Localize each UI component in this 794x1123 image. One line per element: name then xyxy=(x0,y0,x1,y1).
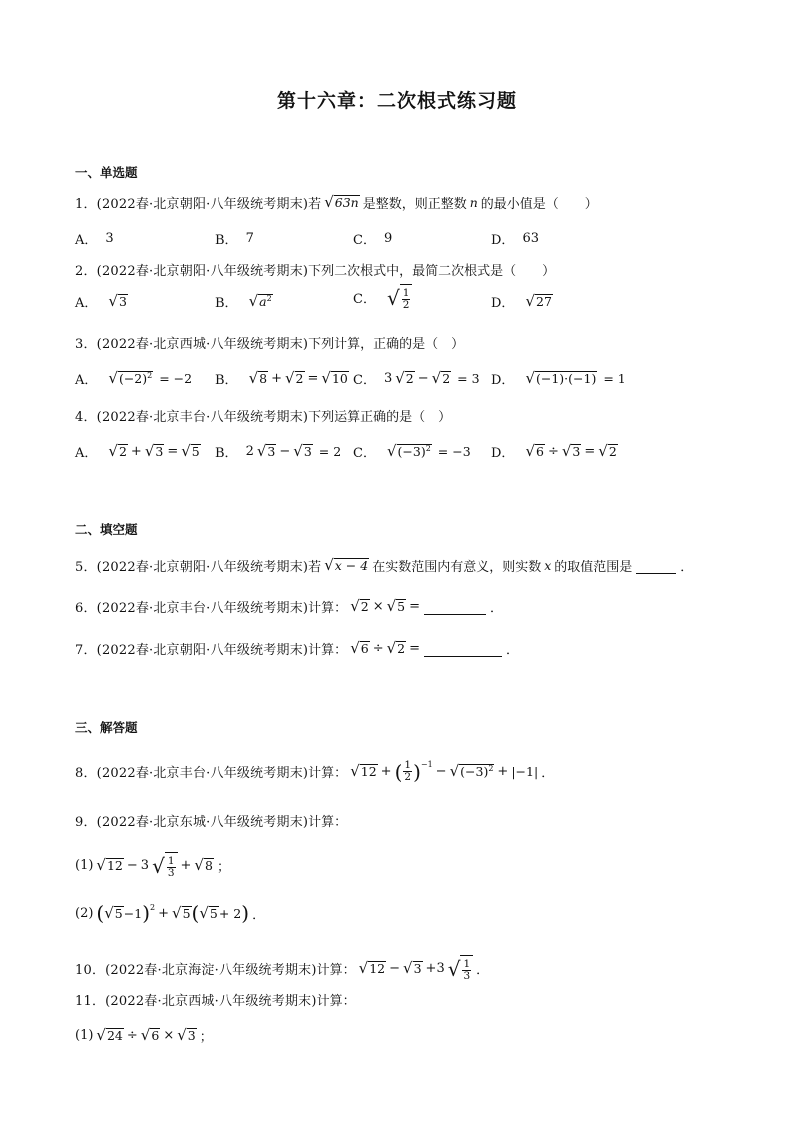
question-7 xyxy=(75,639,519,658)
math-term: −1 xyxy=(420,760,433,769)
math-term: D． xyxy=(491,233,515,248)
math-expression: √ 2 xyxy=(386,639,406,657)
math-expression: √ 2 xyxy=(395,369,414,387)
math-expression: ( √ 5 −1 ) $^2$ xyxy=(96,901,156,925)
math-term: B． xyxy=(215,446,238,461)
section-heading-single-choice: 一、单选题 xyxy=(75,165,138,180)
math-term: 3 xyxy=(572,444,581,460)
math-expression: √ 12 xyxy=(350,762,377,781)
question-3 xyxy=(75,333,464,352)
math-term: 3 xyxy=(413,961,422,977)
math-term: (−3) xyxy=(397,444,426,460)
math-term: D． xyxy=(491,373,515,388)
math-term: = xyxy=(167,444,179,459)
math-expression: √ 2 xyxy=(284,369,304,387)
math-term: 8 xyxy=(204,858,213,874)
math-term: ． xyxy=(252,907,266,923)
option-a xyxy=(75,442,204,461)
math-term: + 2 xyxy=(218,905,242,921)
question-source: 10．(2022春·北京海淀·八年级统考期末) xyxy=(75,963,317,979)
math-term: + xyxy=(380,764,392,780)
math-term: 3 xyxy=(167,867,175,880)
punctuation: ． xyxy=(680,560,694,575)
math-term: − xyxy=(435,764,447,780)
math-expression: √ 5 ( √ 5 + 2 ) xyxy=(172,901,250,925)
question-source: 8．(2022春·北京丰台·八年级统考期末) xyxy=(75,766,309,782)
math-term: + xyxy=(271,371,282,386)
math-term: ÷ xyxy=(372,641,384,656)
question-2 xyxy=(75,260,555,279)
math-expression: √ 24 xyxy=(96,1026,123,1044)
option-a xyxy=(75,292,131,311)
math-term: 12 xyxy=(106,858,123,874)
math-term: 2 xyxy=(295,371,304,387)
math-expression: √ $a^2$ xyxy=(248,292,272,310)
math-term: + xyxy=(180,858,192,874)
math-term: 2 xyxy=(150,903,156,912)
punctuation: ． xyxy=(506,643,520,658)
math-term: 6 xyxy=(536,444,544,460)
question-source: 7．(2022春·北京朝阳·八年级统考期末) xyxy=(75,643,309,658)
question-source: 11．(2022春·北京西城·八年级统考期末) xyxy=(75,994,317,1009)
math-term: 3 xyxy=(267,444,276,460)
math-term: 12 xyxy=(369,961,386,977)
math-expression: √ 6 xyxy=(140,1026,160,1044)
math-expression: √ 6 xyxy=(350,639,369,657)
question-text: 计算： xyxy=(316,963,356,979)
math-term: B． xyxy=(215,233,238,248)
math-term: x xyxy=(544,558,552,573)
math-variable xyxy=(470,195,478,210)
math-term: ÷ xyxy=(547,444,559,459)
math-term: 2 xyxy=(488,764,494,774)
math-expression: √ 2 xyxy=(350,597,369,615)
math-expression: √ $(-2)^2$ xyxy=(108,369,153,387)
page-title: 第十六章：二次根式练习题 xyxy=(276,90,517,112)
math-term: 1 xyxy=(402,287,410,299)
option-c xyxy=(353,369,483,388)
math-term: 3 xyxy=(187,1028,196,1044)
question-1 xyxy=(75,193,598,212)
math-term: = 1 xyxy=(603,371,626,386)
math-expression: √ (−1)·(−1) xyxy=(525,369,597,387)
question-text: 计算： xyxy=(316,994,356,1009)
punctuation: ． xyxy=(490,601,504,616)
math-term: (−2) xyxy=(118,371,148,387)
math-term: 2 xyxy=(266,294,272,304)
question-11 xyxy=(75,990,356,1009)
math-expression: √ 3 xyxy=(561,442,581,460)
math-term: 6 xyxy=(360,641,369,657)
math-expression: √ 12 xyxy=(96,856,123,875)
math-term: + xyxy=(497,764,509,780)
math-term: 8 xyxy=(259,371,268,387)
math-term: − xyxy=(417,371,429,386)
math-expression: √ 2 xyxy=(108,442,127,460)
option-a xyxy=(75,229,114,248)
question-9 xyxy=(75,811,347,830)
question-4 xyxy=(75,406,451,425)
math-term: 2 xyxy=(397,641,406,657)
part-label: (1) xyxy=(75,1028,94,1043)
math-term: 5 xyxy=(114,905,123,921)
math-expression: √ 3 xyxy=(144,442,164,460)
math-term: − xyxy=(389,961,401,977)
option-c xyxy=(353,442,474,461)
math-term: 63 xyxy=(522,231,539,246)
math-term: x − 4 xyxy=(334,558,369,574)
section-heading-solutions: 三、解答题 xyxy=(75,720,138,735)
answer-blank[interactable] xyxy=(424,599,486,615)
math-term: 3 xyxy=(463,970,471,983)
math-term: ． xyxy=(476,963,490,979)
math-term: 2 xyxy=(118,444,127,460)
math-expression: √ x − 4 xyxy=(324,556,369,574)
math-term: 2 xyxy=(405,371,414,387)
question-text: 的最小值是（ ） xyxy=(480,197,598,212)
option-b xyxy=(215,292,276,311)
math-expression: √ 2 xyxy=(598,442,617,460)
math-term: 1 xyxy=(404,759,412,771)
math-term: ； xyxy=(216,860,230,876)
math-term: 3 xyxy=(105,231,114,246)
math-term: 2 xyxy=(402,299,410,312)
math-term: B． xyxy=(215,296,238,311)
math-expression: √ 3 xyxy=(403,959,422,978)
math-expression: √ 5 xyxy=(386,597,406,615)
math-term: B． xyxy=(215,373,238,388)
math-term: + xyxy=(425,961,437,977)
math-term: = 3 xyxy=(457,371,480,386)
question-source: 4．(2022春·北京丰台·八年级统考期末) xyxy=(75,410,309,425)
question-source: 2．(2022春·北京朝阳·八年级统考期末) xyxy=(75,264,309,279)
math-term: A． xyxy=(75,373,98,388)
math-term: C． xyxy=(353,446,376,461)
math-term: 2 xyxy=(442,371,451,387)
math-term: 27 xyxy=(536,294,552,310)
math-term: = xyxy=(409,641,421,656)
math-term: 3 xyxy=(140,858,150,874)
math-term: = xyxy=(307,371,319,386)
math-term: (−1)·(−1) xyxy=(536,371,597,387)
math-term: A． xyxy=(75,296,98,311)
question-text: 若 xyxy=(308,197,322,212)
math-term: 2 xyxy=(147,371,153,381)
question-text: 若 xyxy=(308,560,322,575)
math-expression: √ 5 xyxy=(181,442,200,460)
question-9-part-1 xyxy=(75,852,230,879)
question-source: 6．(2022春·北京丰台·八年级统考期末) xyxy=(75,601,309,616)
math-term: C． xyxy=(353,373,376,388)
radicand: 63n xyxy=(334,195,359,211)
question-9-part-2 xyxy=(75,903,265,923)
math-term: = −2 xyxy=(159,371,193,386)
math-term: 24 xyxy=(106,1028,123,1044)
question-text: 下列计算，正确的是（ ） xyxy=(308,337,465,352)
math-expression: √ $\frac{1}{3}$ xyxy=(448,955,473,982)
option-d xyxy=(491,369,629,388)
math-term: = −3 xyxy=(437,444,471,459)
option-d xyxy=(491,229,539,248)
math-variable xyxy=(544,558,551,573)
math-term: + xyxy=(130,444,142,459)
math-expression: √ 8 xyxy=(194,856,213,875)
math-term: n xyxy=(469,195,478,210)
question-text: 计算： xyxy=(308,815,348,830)
math-term: 10 xyxy=(331,371,348,387)
question-source: 3．(2022春·北京西城·八年级统考期末) xyxy=(75,337,309,352)
math-expression: √ $\frac{1}{2}$ xyxy=(387,284,412,311)
math-term: 2 xyxy=(608,444,617,460)
option-b xyxy=(215,229,254,248)
math-term: 2 xyxy=(425,444,431,454)
question-6 xyxy=(75,597,503,616)
math-term: = xyxy=(584,444,596,459)
math-term: 3 xyxy=(118,294,127,310)
math-term: 1 xyxy=(167,855,175,867)
math-term: 2 xyxy=(360,599,369,615)
math-term: 3 xyxy=(383,371,393,386)
part-label: (1) xyxy=(75,858,94,874)
math-term: − xyxy=(126,858,138,874)
math-term: a xyxy=(259,294,267,310)
math-expression: √ 3 xyxy=(108,292,127,310)
math-term: −1 xyxy=(123,905,143,921)
math-expression: √ 6 xyxy=(525,442,544,460)
math-term: 3 xyxy=(436,961,445,977)
option-c xyxy=(353,229,392,248)
option-d xyxy=(491,442,621,461)
math-term: (−3) xyxy=(460,764,489,780)
question-source: 9．(2022春·北京东城·八年级统考期末) xyxy=(75,815,309,830)
math-term: D． xyxy=(491,296,515,311)
option-c xyxy=(353,284,415,311)
option-b xyxy=(215,442,344,461)
math-expression: √ 63n xyxy=(324,193,359,211)
math-term: = xyxy=(409,599,421,614)
math-expression: ( $\frac{1}{2}$ ) $^{-1}$ xyxy=(394,759,433,784)
math-term: D． xyxy=(491,446,515,461)
math-term: 5 xyxy=(182,905,191,921)
question-text: 在实数范围内有意义，则实数 xyxy=(372,560,542,575)
math-term: C． xyxy=(353,292,376,308)
math-term: 2 xyxy=(245,444,254,459)
math-term: C． xyxy=(353,233,376,248)
question-11-part-1 xyxy=(75,1026,213,1045)
option-a xyxy=(75,369,195,388)
math-term: A． xyxy=(75,233,98,248)
math-term: 3 xyxy=(155,444,164,460)
math-term: 6 xyxy=(151,1028,160,1044)
question-text: 是整数，则正整数 xyxy=(362,197,467,212)
math-expression: √ 3 xyxy=(293,442,312,460)
math-expression: √ 3 xyxy=(177,1026,196,1044)
question-text: 下列二次根式中，最简二次根式是（ ） xyxy=(308,264,556,279)
math-term: × xyxy=(163,1028,175,1043)
question-text: 的取值范围是 xyxy=(554,560,633,575)
question-text: 计算： xyxy=(308,601,348,616)
math-term: 5 xyxy=(191,444,200,460)
option-d xyxy=(491,292,556,311)
math-expression: √ 8 xyxy=(248,369,268,387)
question-8 xyxy=(75,760,554,783)
answer-blank[interactable] xyxy=(636,558,676,574)
math-term: 9 xyxy=(383,231,393,246)
math-expression: √ $\frac{1}{3}$ xyxy=(152,852,177,879)
math-term: 5 xyxy=(209,905,218,921)
math-term: A． xyxy=(75,446,98,461)
math-term: ． xyxy=(541,766,555,782)
math-expression: √ $(-3)^2$ xyxy=(449,762,494,781)
answer-blank[interactable] xyxy=(424,641,502,657)
question-10 xyxy=(75,955,489,982)
math-expression: √ $(-3)^2$ xyxy=(386,442,431,460)
math-term: 2 xyxy=(404,771,412,784)
math-term: × xyxy=(372,599,384,614)
math-term: 1 xyxy=(463,958,471,970)
math-expression: √ 27 xyxy=(525,292,552,310)
math-term: + xyxy=(158,905,169,921)
math-term: 5 xyxy=(397,599,406,615)
question-text: 下列运算正确的是（ ） xyxy=(308,410,452,425)
math-expression: √ 2 xyxy=(431,369,451,387)
math-term: ÷ xyxy=(126,1028,138,1043)
option-b xyxy=(215,369,352,388)
math-term: 12 xyxy=(360,764,377,780)
math-expression: √ 12 xyxy=(358,959,386,978)
question-source: 5．(2022春·北京朝阳·八年级统考期末) xyxy=(75,560,309,575)
part-label: (2) xyxy=(75,905,94,921)
math-term: ； xyxy=(199,1030,213,1045)
math-expression: √ 3 xyxy=(256,442,276,460)
math-expression: √ 10 xyxy=(321,369,348,387)
question-source: 1．(2022春·北京朝阳·八年级统考期末) xyxy=(75,197,309,212)
math-term: = 2 xyxy=(318,444,342,459)
math-term: − xyxy=(279,444,291,459)
math-term: 3 xyxy=(303,444,312,460)
math-term: |−1| xyxy=(511,764,539,780)
question-text: 计算： xyxy=(308,766,348,782)
section-heading-fill-in: 二、填空题 xyxy=(75,522,138,537)
question-5 xyxy=(75,556,693,575)
question-text: 计算： xyxy=(308,643,348,658)
math-term: 7 xyxy=(245,231,254,246)
